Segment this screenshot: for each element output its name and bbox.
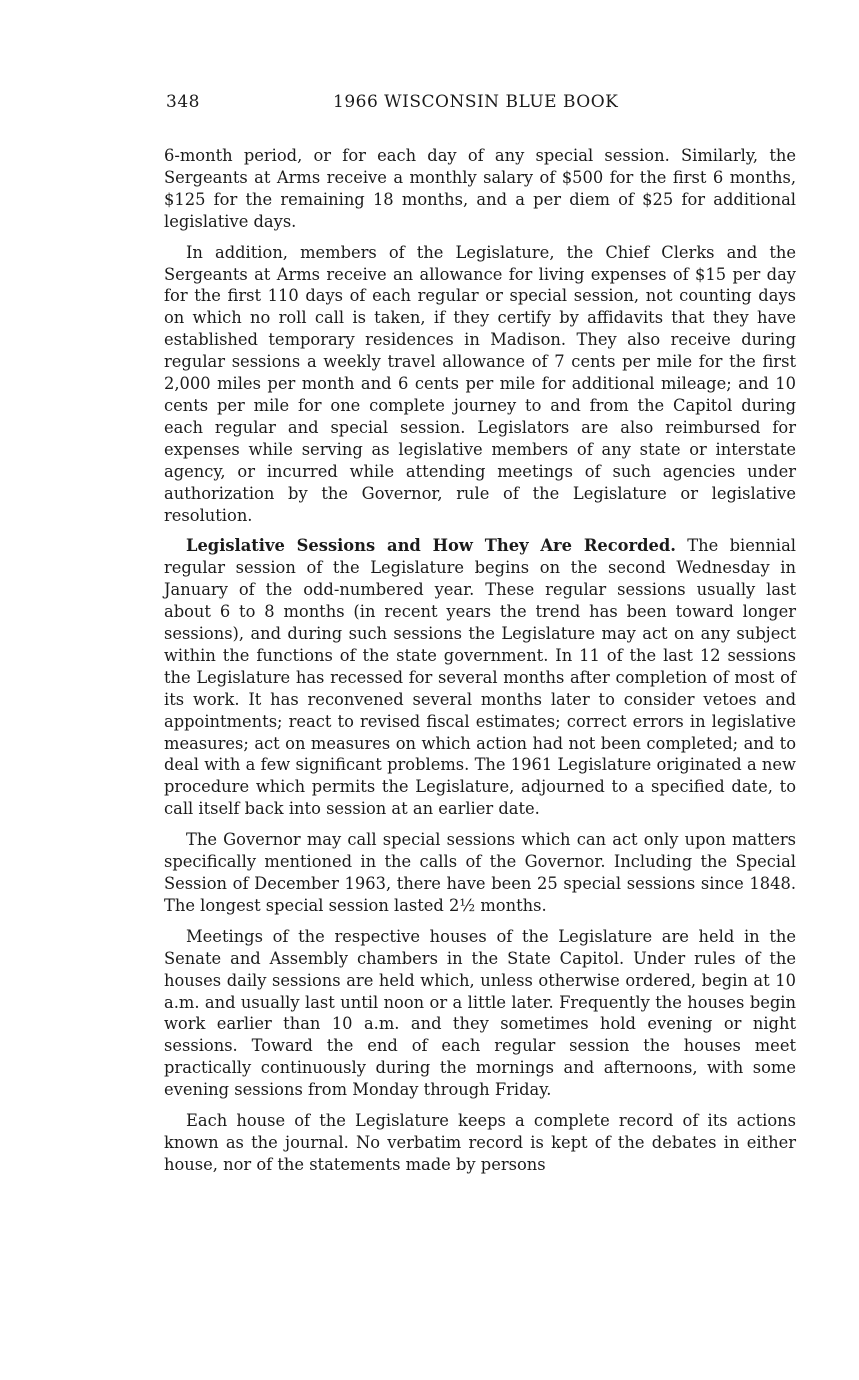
section-heading: Legislative Sessions and How They Are Recorded. bbox=[186, 536, 676, 556]
paragraph-meetings bbox=[164, 926, 796, 1101]
body-text bbox=[164, 145, 796, 1185]
paragraph-text: Each house of the Legislature keeps a complete record of its actions known as the journal. No verbatim record is kept of the debates in either house, nor of the statements made by persons bbox=[164, 1111, 796, 1174]
paragraph-text: The Governor may call special sessions which can act only upon matters specifically mentioned in the calls of the Governor. Including the Special Session of December 1963, there have been 25 special sessions since 1848. The longest special session lasted 2½ months. bbox=[164, 830, 796, 915]
running-title: 1966 WISCONSIN BLUE BOOK bbox=[333, 92, 619, 112]
paragraph-text: In addition, members of the Legislature, the Chief Clerks and the Sergeants at Arms receive an allowance for living expenses of $15 per day for the first 110 days of each regular or special session, not counting days on which no roll call is taken, if they certify by affidavits that they have established temporary residences in Madison. They also receive during regular sessions a weekly travel allowance of 7 cents per mile for the first 2,000 miles per month and 6 cents per mile for additional mileage; and 10 cents per mile for one complete journey to and from the Capitol during each regular and special session. Legislators are also reimbursed for expenses while serving as legislative members of any state or interstate agency, or incurred while attending meetings of such agencies under authorization by the Governor, rule of the Legislature or legislative resolution. bbox=[164, 242, 796, 525]
page-number: 348 bbox=[166, 92, 200, 112]
running-head bbox=[166, 92, 796, 116]
paragraph-text: Meetings of the respective houses of the Legislature are held in the Senate and Assembly chambers in the State Capitol. Under rules of the houses daily sessions are held which, unless otherwise ordered, begin at 10 a.m. and usually last until noon or a little later. Frequently the houses begin work earlier than 10 a.m. and they sometimes hold evening or night sessions. Toward the end of each regular session the houses meet practically continuously during the mornings and afternoons, with some evening sessions from Monday through Friday. bbox=[164, 926, 796, 1100]
paragraph-journal bbox=[164, 1110, 796, 1176]
paragraph-text: The biennial regular session of the Legislature begins on the second Wednesday in January of the odd-numbered year. These regular sessions usually last about 6 to 8 months (in recent years the trend has been toward longer sessions), and during such sessions the Legislature may act on any subject within the functions of the state government. In 11 of the last 12 sessions the Legislature has recessed for several months after completion of most of its work. It has reconvened several months later to consider vetoes and appointments; react to revised fiscal estimates; correct errors in legislative measures; act on measures on which action had not been completed; and to deal with a few significant problems. The 1961 Legislature originated a new procedure which permits the Legislature, adjourned to a specified date, to call itself back into session at an earlier date. bbox=[164, 536, 796, 819]
paragraph-living-allowance bbox=[164, 242, 796, 527]
paragraph-legislative-salaries-continued bbox=[164, 145, 796, 233]
paragraph-special-sessions bbox=[164, 829, 796, 917]
paragraph-legislative-sessions bbox=[164, 535, 796, 820]
paragraph-text: 6-month period, or for each day of any special session. Similarly, the Sergeants at Arms receive a monthly salary of $500 for the first 6 months, $125 for the remaining 18 months, and a per diem of $25 for additional legislative days. bbox=[164, 146, 796, 231]
